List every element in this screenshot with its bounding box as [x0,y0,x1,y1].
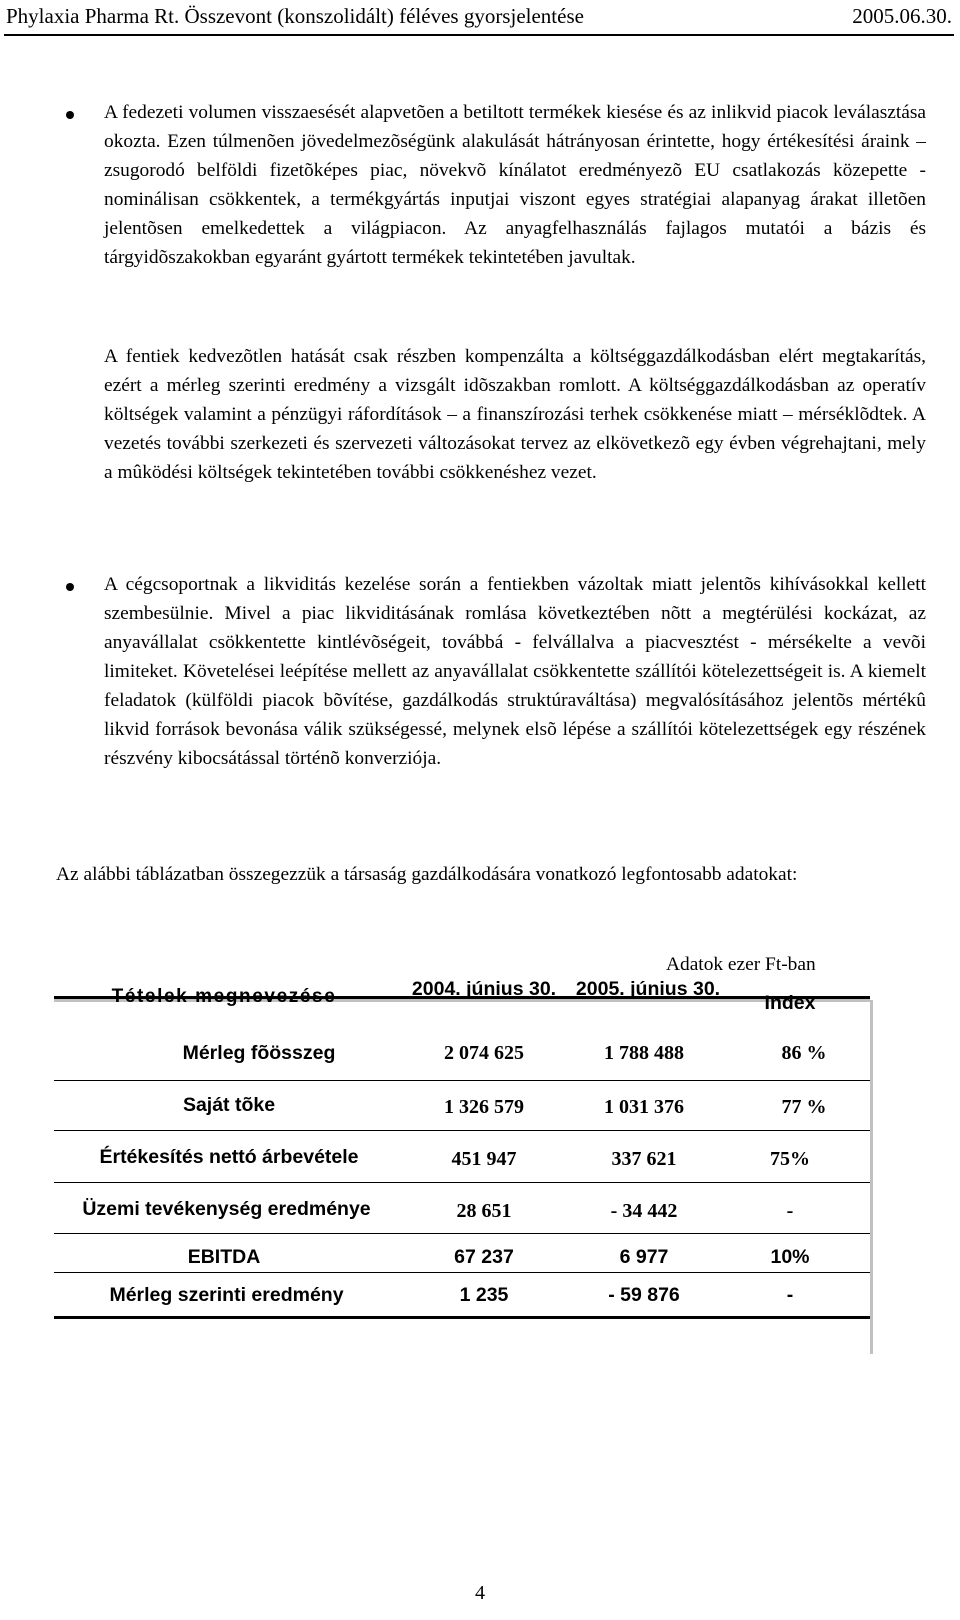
header-date: 2005.06.30. [852,4,952,28]
header-index-cell: Index [764,992,816,1014]
paragraph-table-intro: Az alábbi táblázatban összegezzük a társaság gazdálkodására vonatkozó legfontosabb adatokat: [56,864,798,885]
row-label: Mérleg fõösszeg [182,1042,336,1064]
row-index: 86 % [781,1042,827,1064]
row-value-2005: 1 788 488 [604,1042,684,1064]
row-index: - [786,1200,794,1222]
header-2005-cell: 2005. június 30. [575,978,721,1000]
table-bottom-border [54,1316,870,1319]
bullet-icon [66,583,74,591]
table-row-divider [54,1130,870,1131]
row-label: Mérleg szerinti eredmény [109,1284,344,1306]
paragraph-cost-management: A fentiek kedvezõtlen hatását csak részben kompenzálta a költséggazdálkodásban elért megtakarítás, ezért a mérleg szerinti eredmény a vizsgált idõszakban romlott. A költséggazdálkodásban az operatív költségek valamint a pénzügyi ráfordítások – a finanszírozási terhek csökkenése miatt – mérséklõdtek. A vezetés további szerkezeti és szervezeti változásokat tervez az elkövetkezõ egy évben végrehajtani, mely a mûködési költségek tekintetében további csökkenéshez vezet. [104,346,926,483]
header-label-cell: Tételek megnevezése [111,986,337,1007]
row-index: 77 % [781,1096,827,1118]
row-value-2005: - 59 876 [608,1284,680,1306]
row-label: Üzemi tevékenység eredménye [82,1198,371,1220]
row-label: Saját tõke [182,1094,276,1116]
row-index: 75% [770,1148,810,1170]
row-value-2004: 28 651 [456,1200,512,1222]
row-value-2005: - 34 442 [610,1200,678,1222]
row-value-2004: 451 947 [451,1148,517,1170]
row-label: Értékesítés nettó árbevétele [99,1146,359,1168]
header-2004-cell: 2004. június 30. [411,978,557,1000]
table-row-divider [54,1182,870,1183]
row-value-2004: 2 074 625 [444,1042,524,1064]
row-value-2004: 67 237 [454,1246,514,1268]
row-value-2004: 1 235 [459,1284,509,1306]
table-row-divider [54,1233,870,1234]
table-row-divider [54,1080,870,1081]
row-value-2005: 337 621 [611,1148,677,1170]
row-label: EBITDA [187,1246,261,1268]
row-value-2004: 1 326 579 [444,1096,524,1118]
row-index: - [786,1284,794,1306]
page-header [4,2,954,36]
paragraph-margin-drivers: A fedezeti volumen visszaesését alapvetõen a betiltott termékek kiesése és az inlikvid piacok leválasztása okozta. Ezen túlmenõen jövedelmezõségünk alakulását hátrányosan érintette, hogy értékesítési áraink – zsugorodó belföldi fizetõképes piac, növekvõ kínálatot eredményezõ EU csatlakozás közepette - nominálisan csökkentek, a termékgyártás inputjai viszont egyes stratégiai alapanyag árakat illetõen jelentõsen emelkedettek a világpiacon. Az anyagfelhasználás fajlagos mutatói a bázis és tárgyidõszakokban egyaránt gyártott termékek tekintetében javultak. [104,102,926,268]
unit-note: Adatok ezer Ft-ban [666,954,816,975]
row-value-2005: 6 977 [619,1246,669,1268]
row-index: 10% [770,1246,810,1268]
header-title: Phylaxia Pharma Rt. Összevont (konszolidált) féléves gyorsjelentése [6,4,584,28]
table-row-divider [54,1272,870,1273]
table-right-shadow [870,1000,873,1354]
key-figures-table [54,978,870,1356]
bullet-icon [66,111,74,119]
row-value-2005: 1 031 376 [604,1096,684,1118]
paragraph-liquidity: A cégcsoportnak a likviditás kezelése során a fentiekben vázoltak miatt jelentõs kihívásokkal kellett szembesülnie. Mivel a piac likviditásának romlása következtében nõtt a megtérülési kockázat, az anyavállalat csökkentette kintlévõségeit, továbbá - felvállalva a piacvesztést - mérsékelte a vevõi limiteket. Követelései leépítése mellett az anyavállalat csökkentette szállítói kötelezettségeit is. A kiemelt feladatok (külföldi piacok bõvítése, gazdálkodás struktúraváltása) megvalósításához jelentõs mértékû likvid források bevonása válik szükségessé, melynek elsõ lépése a szállítói kötelezettségek egy részének részvény kibocsátással történõ konverziója. [104,574,926,769]
page-number: 4 [475,1582,485,1604]
